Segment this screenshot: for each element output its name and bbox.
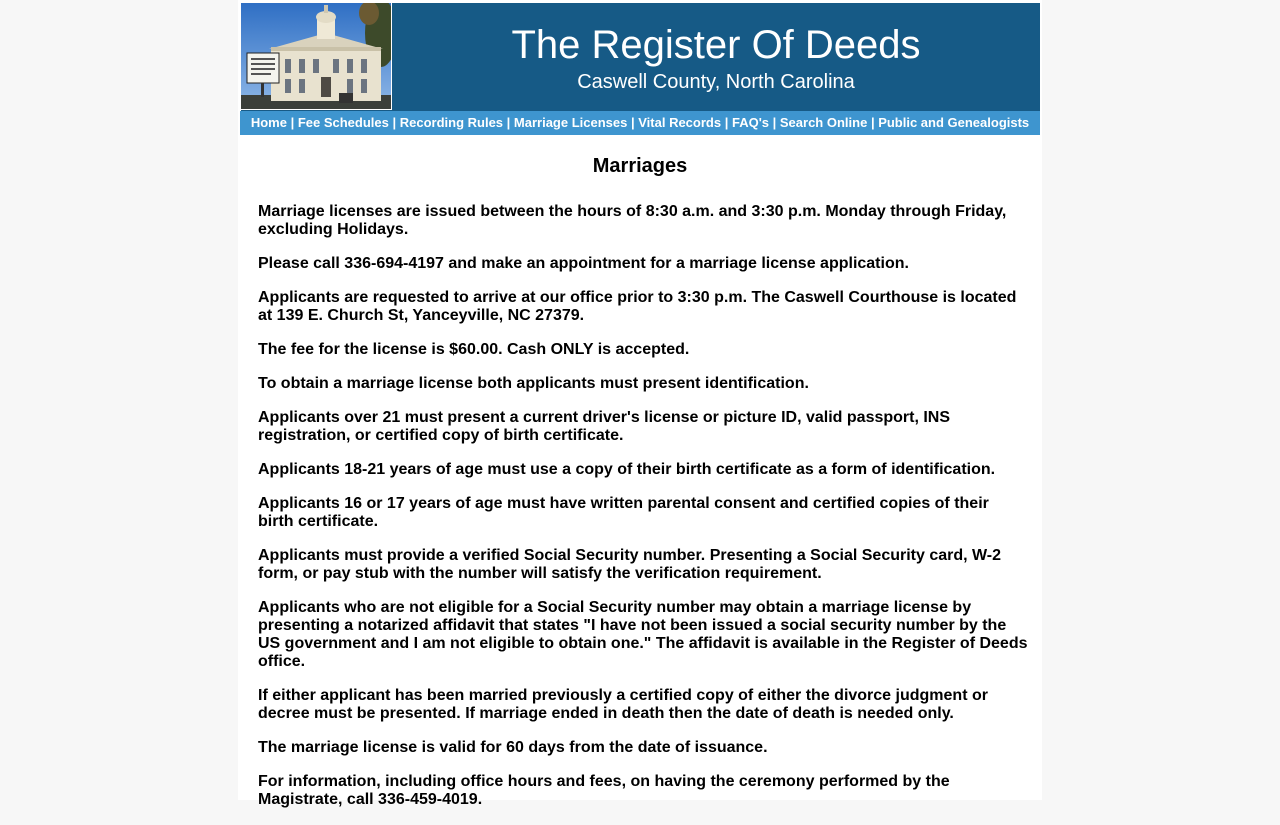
nav-link-recording-rules[interactable]: Recording Rules	[399, 115, 504, 130]
page-container	[238, 0, 1042, 808]
site-title: The Register Of Deeds	[511, 23, 921, 67]
nav-separator: |	[870, 115, 879, 130]
nav-link-search-online[interactable]: Search Online	[779, 115, 868, 130]
paragraph-magistrate: For information, including office hours and fees, on having the ceremony performed by the Magistrate, call 336-459-4019.	[258, 773, 950, 808]
nav-separator: |	[772, 115, 780, 130]
page-title: Marriages	[592, 155, 688, 177]
content-body	[258, 203, 1028, 825]
nav-link-marriage-licenses[interactable]: Marriage Licenses	[513, 115, 628, 130]
nav-link-vital-records[interactable]: Vital Records	[638, 115, 722, 130]
courthouse-photo	[241, 3, 392, 110]
nav-link-faqs[interactable]: FAQ's	[731, 115, 770, 130]
paragraph-fee: The fee for the license is $60.00. Cash ONLY is accepted.	[258, 341, 690, 358]
main-navigation	[240, 111, 1040, 135]
nav-separator: |	[290, 115, 298, 130]
nav-link-home[interactable]: Home	[250, 115, 287, 130]
header-banner	[241, 3, 1040, 111]
paragraph-18-21: Applicants 18-21 years of age must use a copy of their birth certificate as a form of identification.	[258, 461, 996, 478]
paragraph-previous-marriage: If either applicant has been married previously a certified copy of either the divorce judgment or decree must be presented. If marriage ended in death then the date of death is needed only.	[258, 687, 988, 722]
site-subtitle: Caswell County, North Carolina	[577, 71, 855, 93]
paragraph-over-21: Applicants over 21 must present a current driver's license or picture ID, valid passport, INS registration, or certified copy of birth certificate.	[258, 409, 951, 444]
nav-separator: |	[724, 115, 732, 130]
nav-separator: |	[392, 115, 400, 130]
paragraph-location: Applicants are requested to arrive at our office prior to 3:30 p.m. The Caswell Courthouse is located at 139 E. Church St, Yanceyville, NC 27379.	[258, 289, 1017, 324]
nav-link-public-genealogists[interactable]: Public and Genealogists	[878, 115, 1030, 130]
paragraph-appointment: Please call 336-694-4197 and make an appointment for a marriage license application.	[258, 255, 909, 272]
paragraph-ssn: Applicants must provide a verified Social Security number. Presenting a Social Security card, W-2 form, or pay stub with the number will satisfy the verification requirement.	[258, 547, 1002, 582]
paragraph-identification: To obtain a marriage license both applicants must present identification.	[258, 375, 809, 392]
paragraph-16-17: Applicants 16 or 17 years of age must have written parental consent and certified copies of their birth certificate.	[258, 495, 989, 530]
paragraph-hours: Marriage licenses are issued between the hours of 8:30 a.m. and 3:30 p.m. Monday through Friday, excluding Holidays.	[258, 203, 1007, 238]
nav-separator: |	[630, 115, 639, 130]
nav-separator: |	[506, 115, 514, 130]
nav-link-fee-schedules[interactable]: Fee Schedules	[297, 115, 389, 130]
paragraph-validity: The marriage license is valid for 60 days from the date of issuance.	[258, 739, 768, 756]
paragraph-affidavit: Applicants who are not eligible for a Social Security number may obtain a marriage license by presenting a notarized affidavit that states "I have not been issued a social security number by the US government and I am not eligible to obtain one." The affidavit is available in the Register of Deeds office.	[258, 599, 1028, 670]
